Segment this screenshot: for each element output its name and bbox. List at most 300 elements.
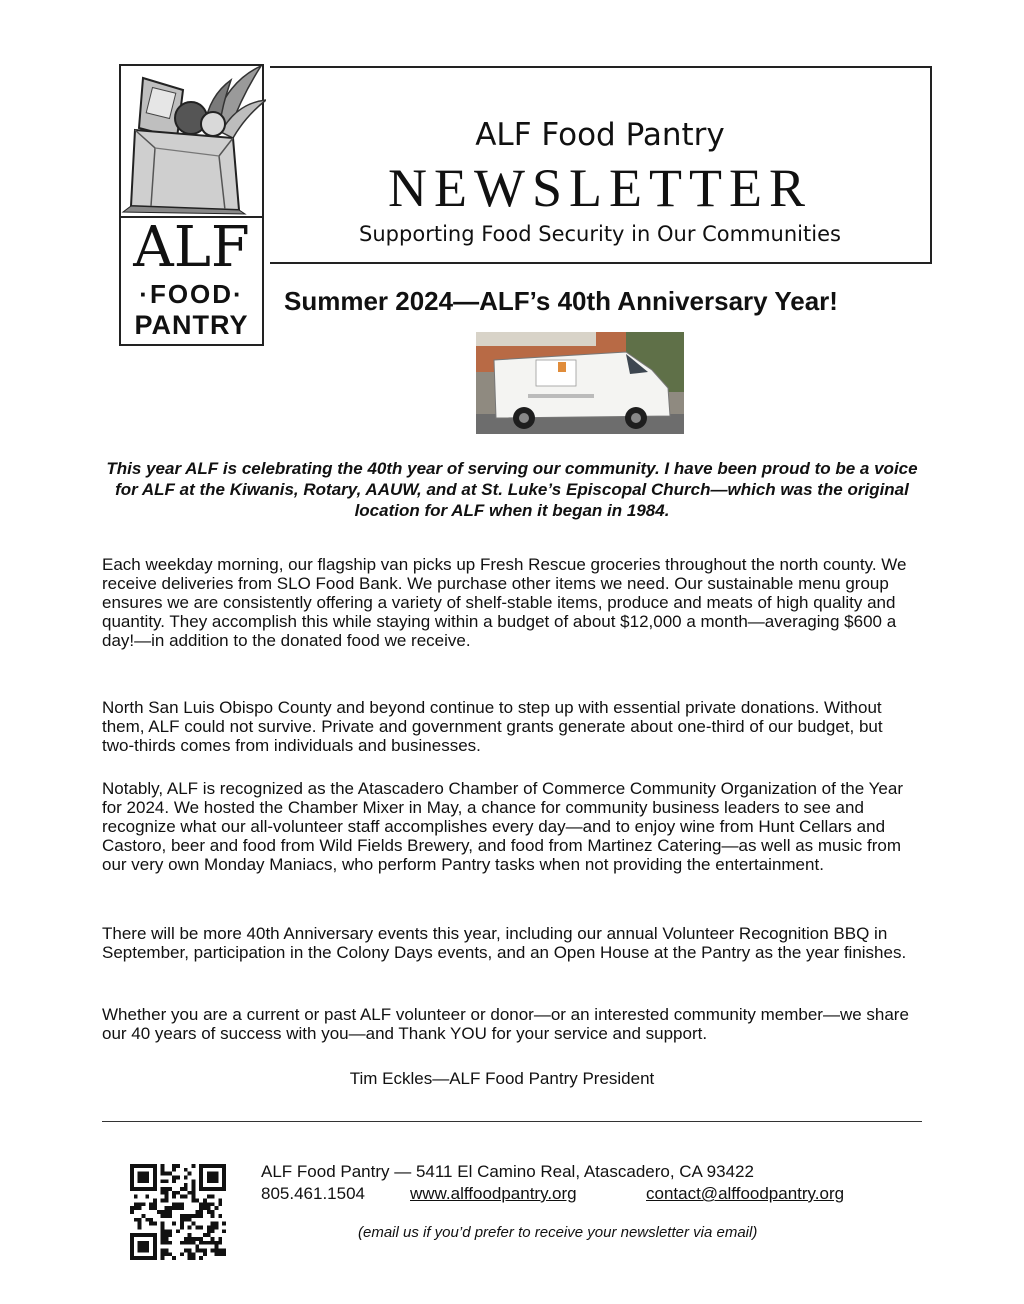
qr-module [184, 1168, 188, 1172]
masthead [270, 66, 932, 264]
qr-module [165, 1179, 169, 1183]
qr-module [149, 1187, 153, 1191]
qr-module [149, 1218, 153, 1222]
qr-module [161, 1256, 165, 1260]
qr-module [153, 1241, 157, 1245]
qr-module [142, 1241, 146, 1245]
qr-module [191, 1183, 195, 1187]
qr-module [153, 1176, 157, 1180]
qr-module [168, 1210, 172, 1214]
qr-module [203, 1206, 207, 1210]
qr-module [188, 1233, 192, 1237]
qr-module [161, 1222, 165, 1226]
qr-module [130, 1164, 134, 1168]
qr-module [180, 1206, 184, 1210]
qr-module [145, 1187, 149, 1191]
qr-module [134, 1195, 138, 1199]
qr-module [149, 1256, 153, 1260]
qr-module [184, 1183, 188, 1187]
qr-module [130, 1183, 134, 1187]
footer-note: (email us if you’d prefer to receive your newsletter via email) [358, 1224, 758, 1241]
qr-module [172, 1179, 176, 1183]
qr-module [138, 1164, 142, 1168]
qr-module [165, 1195, 169, 1199]
qr-module [176, 1202, 180, 1206]
qr-module [188, 1241, 192, 1245]
logo-pantry-text: PANTRY [134, 310, 249, 340]
qr-module [153, 1252, 157, 1256]
qr-module [211, 1164, 215, 1168]
qr-module [161, 1179, 165, 1183]
qr-module [218, 1214, 222, 1218]
qr-module [191, 1199, 195, 1203]
qr-module [161, 1164, 165, 1168]
qr-module [138, 1202, 142, 1206]
body-paragraph: Whether you are a current or past ALF volunteer or donor—or an interested community member—we share our 40 years of success with you—and Thank YOU for your service and support. [102, 1005, 909, 1043]
qr-module [130, 1179, 134, 1183]
qr-module [199, 1237, 203, 1241]
qr-module [203, 1187, 207, 1191]
qr-module [199, 1241, 203, 1245]
qr-module [207, 1179, 211, 1183]
qr-module [165, 1210, 169, 1214]
qr-module [203, 1164, 207, 1168]
qr-module [214, 1252, 218, 1256]
qr-module [134, 1202, 138, 1206]
qr-module [195, 1225, 199, 1229]
qr-module [207, 1195, 211, 1199]
qr-module [184, 1248, 188, 1252]
qr-module [145, 1245, 149, 1249]
qr-module [165, 1172, 169, 1176]
qr-module [214, 1172, 218, 1176]
qr-module [188, 1172, 192, 1176]
qr-module [149, 1202, 153, 1206]
qr-module [161, 1191, 165, 1195]
qr-module [211, 1248, 215, 1252]
qr-module [211, 1222, 215, 1226]
qr-module [191, 1179, 195, 1183]
qr-module [153, 1248, 157, 1252]
qr-module [222, 1176, 226, 1180]
qr-module [184, 1237, 188, 1241]
qr-module [180, 1202, 184, 1206]
qr-module [153, 1183, 157, 1187]
qr-module [222, 1222, 226, 1226]
qr-module [165, 1214, 169, 1218]
qr-module [214, 1164, 218, 1168]
qr-module [176, 1206, 180, 1210]
qr-module [130, 1187, 134, 1191]
qr-module [207, 1233, 211, 1237]
qr-module [134, 1206, 138, 1210]
qr-module [138, 1241, 142, 1245]
qr-module [168, 1241, 172, 1245]
qr-module [153, 1233, 157, 1237]
qr-module [207, 1225, 211, 1229]
qr-module [149, 1206, 153, 1210]
qr-module [172, 1222, 176, 1226]
qr-module [130, 1241, 134, 1245]
qr-module [165, 1248, 169, 1252]
qr-module [142, 1233, 146, 1237]
qr-module [142, 1179, 146, 1183]
qr-module [218, 1187, 222, 1191]
qr-module [218, 1252, 222, 1256]
qr-module [168, 1187, 172, 1191]
qr-module [222, 1229, 226, 1233]
qr-module [138, 1187, 142, 1191]
qr-module [145, 1176, 149, 1180]
qr-module [168, 1252, 172, 1256]
qr-module [207, 1202, 211, 1206]
footer-divider [102, 1121, 922, 1122]
qr-module [211, 1195, 215, 1199]
qr-module [222, 1187, 226, 1191]
qr-module [165, 1199, 169, 1203]
qr-module [149, 1222, 153, 1226]
qr-module [211, 1210, 215, 1214]
qr-module [134, 1164, 138, 1168]
qr-module [207, 1187, 211, 1191]
qr-module [172, 1202, 176, 1206]
qr-module [180, 1252, 184, 1256]
footer-address: ALF Food Pantry — 5411 El Camino Real, Atascadero, CA 93422 [261, 1162, 754, 1181]
qr-module [161, 1225, 165, 1229]
qr-module [184, 1241, 188, 1245]
qr-module [130, 1252, 134, 1256]
qr-module [149, 1164, 153, 1168]
qr-module [157, 1210, 161, 1214]
qr-module [130, 1168, 134, 1172]
qr-module [199, 1168, 203, 1172]
qr-module [138, 1218, 142, 1222]
qr-module [218, 1237, 222, 1241]
issue-title: Summer 2024—ALF’s 40th Anniversary Year! [284, 286, 838, 316]
qr-module [222, 1179, 226, 1183]
qr-module [145, 1179, 149, 1183]
qr-module [172, 1176, 176, 1180]
qr-module [207, 1164, 211, 1168]
qr-module [184, 1218, 188, 1222]
body-paragraph: North San Luis Obispo County and beyond continue to step up with essential private donations. Without them, ALF could not survive. Private and government grants generate about one-third of our budget, but two-thirds comes from individuals and businesses. [102, 698, 883, 755]
qr-module [180, 1241, 184, 1245]
qr-module [161, 1252, 165, 1256]
qr-module [172, 1168, 176, 1172]
qr-module [161, 1237, 165, 1241]
qr-module [188, 1237, 192, 1241]
qr-module [207, 1176, 211, 1180]
qr-module [203, 1248, 207, 1252]
qr-module [191, 1237, 195, 1241]
qr-module [191, 1191, 195, 1195]
qr-module [145, 1241, 149, 1245]
qr-module [130, 1245, 134, 1249]
qr-module [214, 1248, 218, 1252]
qr-module [199, 1202, 203, 1206]
qr-module [195, 1248, 199, 1252]
qr-module [176, 1229, 180, 1233]
qr-module [145, 1164, 149, 1168]
qr-module [199, 1172, 203, 1176]
qr-module [195, 1210, 199, 1214]
qr-module [214, 1187, 218, 1191]
qr-module [222, 1252, 226, 1256]
qr-module [153, 1222, 157, 1226]
qr-module [153, 1179, 157, 1183]
qr-module [145, 1172, 149, 1176]
qr-module [161, 1199, 165, 1203]
qr-module [199, 1187, 203, 1191]
qr-module [130, 1233, 134, 1237]
qr-module [211, 1214, 215, 1218]
qr-module [199, 1225, 203, 1229]
qr-module [142, 1187, 146, 1191]
qr-module [214, 1179, 218, 1183]
qr-module [153, 1237, 157, 1241]
qr-module [207, 1229, 211, 1233]
qr-module [161, 1168, 165, 1172]
qr-module [138, 1222, 142, 1226]
qr-module [195, 1245, 199, 1249]
qr-module [184, 1214, 188, 1218]
qr-module [149, 1233, 153, 1237]
qr-module [153, 1199, 157, 1203]
qr-module [211, 1237, 215, 1241]
qr-module [176, 1176, 180, 1180]
qr-module [138, 1256, 142, 1260]
qr-module [172, 1195, 176, 1199]
logo-food-text: ·FOOD· [139, 279, 244, 309]
qr-module [211, 1187, 215, 1191]
qr-module [184, 1195, 188, 1199]
grocery-bag-icon [121, 66, 266, 216]
qr-module [218, 1248, 222, 1252]
qr-module [222, 1164, 226, 1168]
qr-module [222, 1172, 226, 1176]
qr-module [161, 1187, 165, 1191]
qr-module [165, 1237, 169, 1241]
qr-module [142, 1256, 146, 1260]
qr-module [165, 1187, 169, 1191]
body-paragraph: Notably, ALF is recognized as the Atascadero Chamber of Commerce Community Organization of the Year for 2024. We hosted the Chamber Mixer in May, a chance for community business leaders to see and recognize what our all-volunteer staff accomplishes every day—and to enjoy wine from Hunt Cellars and Castoro, beer and food from Wild Fields Brewery, and food from Martinez Catering—as well as music from our very own Monday Maniacs, who perform Pantry tasks when not providing the entertainment. [102, 779, 903, 874]
qr-module [211, 1179, 215, 1183]
qr-module [214, 1225, 218, 1229]
qr-code-icon[interactable] [130, 1164, 226, 1260]
footer-phone: 805.461.1504 [261, 1184, 365, 1203]
qr-module [165, 1191, 169, 1195]
qr-module [172, 1256, 176, 1260]
body-paragraph: Each weekday morning, our flagship van picks up Fresh Rescue groceries throughout the north county. We receive deliveries from SLO Food Bank. We purchase other items we need. Our sustainable menu group ensures we are consistently offering a variety of shelf-stable items, produce and meats of high quality and quantity. They accomplish this while staying within a budget of about $12,000 a month—averaging $600 a day!—in addition to the donated food we receive. [102, 555, 907, 650]
qr-module [142, 1176, 146, 1180]
qr-module [188, 1252, 192, 1256]
qr-module [138, 1172, 142, 1176]
qr-module [142, 1245, 146, 1249]
qr-module [165, 1233, 169, 1237]
qr-module [203, 1233, 207, 1237]
qr-module [211, 1176, 215, 1180]
qr-module [218, 1241, 222, 1245]
qr-module [153, 1164, 157, 1168]
qr-module [161, 1233, 165, 1237]
qr-module [218, 1164, 222, 1168]
qr-module [161, 1229, 165, 1233]
qr-module [191, 1222, 195, 1226]
qr-module [130, 1256, 134, 1260]
qr-module [138, 1248, 142, 1252]
qr-module [145, 1218, 149, 1222]
qr-module [142, 1164, 146, 1168]
qr-module [184, 1176, 188, 1180]
qr-module [203, 1252, 207, 1256]
qr-module [214, 1222, 218, 1226]
qr-module [153, 1202, 157, 1206]
qr-module [188, 1248, 192, 1252]
masthead-tagline: Supporting Food Security in Our Communities [359, 222, 841, 246]
qr-module [195, 1237, 199, 1241]
qr-module [180, 1218, 184, 1222]
qr-module [191, 1252, 195, 1256]
qr-module [161, 1241, 165, 1245]
qr-module [165, 1206, 169, 1210]
footer-email-link[interactable]: contact@alffoodpantry.org [646, 1184, 845, 1203]
qr-module [211, 1229, 215, 1233]
qr-module [218, 1199, 222, 1203]
qr-module [207, 1241, 211, 1245]
qr-module [168, 1233, 172, 1237]
qr-module [207, 1206, 211, 1210]
qr-module [191, 1195, 195, 1199]
qr-module [168, 1229, 172, 1233]
qr-module [130, 1248, 134, 1252]
qr-module [138, 1233, 142, 1237]
qr-module [214, 1245, 218, 1249]
qr-module [195, 1214, 199, 1218]
qr-module [199, 1214, 203, 1218]
signature: Tim Eckles—ALF Food Pantry President [349, 1069, 655, 1088]
qr-module [203, 1241, 207, 1245]
qr-module [191, 1187, 195, 1191]
qr-module [199, 1210, 203, 1214]
qr-module [188, 1191, 192, 1195]
qr-module [207, 1172, 211, 1176]
qr-module [138, 1176, 142, 1180]
masthead-title: NEWSLETTER [388, 158, 812, 218]
qr-module [153, 1168, 157, 1172]
qr-module [130, 1206, 134, 1210]
qr-module [161, 1248, 165, 1252]
qr-module [211, 1241, 215, 1245]
qr-module [188, 1214, 192, 1218]
qr-module [161, 1172, 165, 1176]
qr-module [130, 1237, 134, 1241]
qr-module [195, 1199, 199, 1203]
body-paragraph: There will be more 40th Anniversary events this year, including our annual Volunteer Recognition BBQ in September, participation in the Colony Days events, and an Open House at the Pantry as the year finishes. [102, 924, 907, 962]
qr-module [188, 1256, 192, 1260]
qr-module [172, 1164, 176, 1168]
qr-module [134, 1256, 138, 1260]
qr-module [199, 1206, 203, 1210]
qr-module [180, 1214, 184, 1218]
qr-module [214, 1206, 218, 1210]
qr-module [138, 1206, 142, 1210]
masthead-name: ALF Food Pantry [475, 117, 725, 153]
qr-module [130, 1172, 134, 1176]
footer-website-link[interactable]: www.alffoodpantry.org [410, 1184, 577, 1203]
qr-module [130, 1176, 134, 1180]
qr-module [191, 1256, 195, 1260]
qr-module [145, 1248, 149, 1252]
qr-module [168, 1214, 172, 1218]
qr-module [153, 1172, 157, 1176]
qr-module [134, 1218, 138, 1222]
qr-module [142, 1248, 146, 1252]
qr-module [161, 1214, 165, 1218]
qr-module [222, 1248, 226, 1252]
qr-module [172, 1191, 176, 1195]
qr-module [199, 1248, 203, 1252]
qr-module [165, 1252, 169, 1256]
qr-module [199, 1256, 203, 1260]
qr-module [222, 1168, 226, 1172]
qr-module [153, 1256, 157, 1260]
qr-module [211, 1172, 215, 1176]
qr-module [138, 1225, 142, 1229]
qr-module [211, 1225, 215, 1229]
qr-module [180, 1187, 184, 1191]
qr-module [203, 1202, 207, 1206]
qr-module [180, 1225, 184, 1229]
qr-module [138, 1179, 142, 1183]
qr-module [214, 1176, 218, 1180]
qr-module [145, 1233, 149, 1237]
qr-module [188, 1225, 192, 1229]
logo-alf-text: ALF [133, 215, 250, 280]
qr-module [207, 1210, 211, 1214]
qr-module [161, 1210, 165, 1214]
qr-module [145, 1195, 149, 1199]
qr-module [165, 1241, 169, 1245]
qr-module [180, 1195, 184, 1199]
qr-module [191, 1214, 195, 1218]
qr-module [130, 1210, 134, 1214]
qr-module [191, 1164, 195, 1168]
qr-module [199, 1183, 203, 1187]
qr-module [199, 1179, 203, 1183]
qr-module [180, 1222, 184, 1226]
qr-module [134, 1187, 138, 1191]
qr-module [153, 1206, 157, 1210]
qr-module [153, 1245, 157, 1249]
white-van-photo [476, 332, 684, 434]
qr-module [165, 1229, 169, 1233]
qr-module [214, 1241, 218, 1245]
qr-module [191, 1241, 195, 1245]
qr-module [142, 1214, 146, 1218]
qr-module [222, 1183, 226, 1187]
qr-module [145, 1256, 149, 1260]
qr-module [199, 1164, 203, 1168]
qr-module [176, 1164, 180, 1168]
qr-module [172, 1206, 176, 1210]
qr-module [188, 1218, 192, 1222]
logo [119, 64, 264, 346]
qr-module [138, 1245, 142, 1249]
qr-module [184, 1187, 188, 1191]
qr-module [142, 1202, 146, 1206]
qr-module [176, 1191, 180, 1195]
qr-module [168, 1172, 172, 1176]
